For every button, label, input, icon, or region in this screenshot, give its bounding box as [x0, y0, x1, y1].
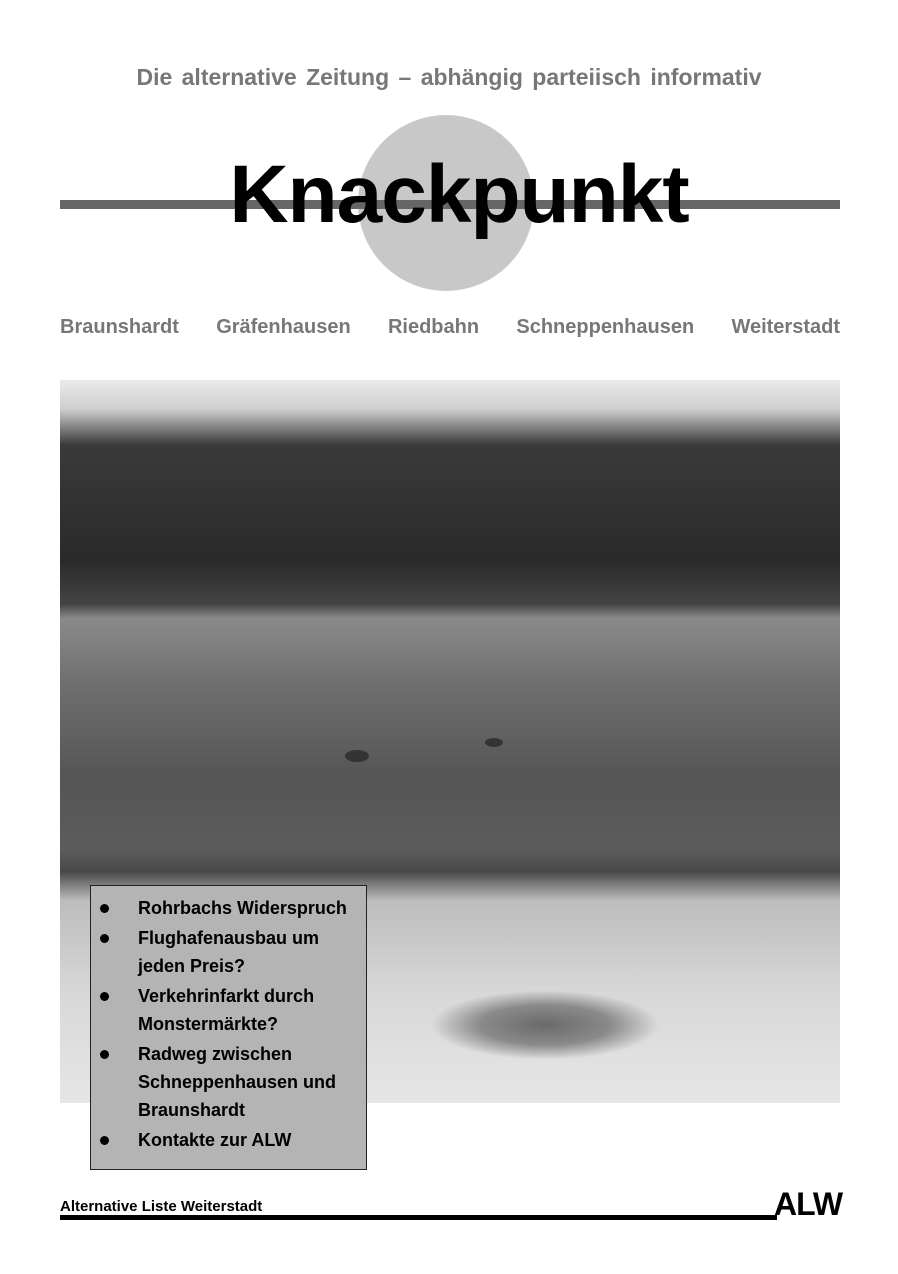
alw-logo: ALW: [774, 1186, 843, 1222]
goose-figure: [485, 738, 503, 747]
list-item: Flughafenausbau um jeden Preis?: [91, 924, 366, 980]
list-item: Radweg zwischen Schneppenhausen und Braunshardt: [91, 1040, 366, 1124]
list-item: Rohrbachs Widerspruch: [91, 894, 366, 922]
tagline: Die alternative Zeitung – abhängig parteiisch informativ: [136, 64, 762, 90]
town: Schneppenhausen: [516, 316, 695, 338]
list-item: Verkehrinfarkt durch Monstermärkte?: [91, 982, 366, 1038]
bullet-icon: [100, 904, 109, 913]
town: Riedbahn: [387, 316, 480, 338]
town: Gräfenhausen: [216, 316, 351, 338]
bird-reflection: [430, 990, 660, 1060]
contents-box: [90, 885, 367, 1170]
goose-figure: [345, 750, 369, 762]
town: Braunshardt: [60, 316, 179, 338]
newspaper-title: Knackpunkt: [229, 149, 689, 240]
publisher-name: Alternative Liste Weiterstadt: [60, 1198, 263, 1215]
bullet-icon: [100, 992, 109, 1001]
town-list: [60, 316, 840, 339]
footer-rule: [60, 1215, 777, 1220]
bullet-icon: [100, 934, 109, 943]
town: Weiterstadt: [731, 316, 840, 338]
bullet-icon: [100, 1136, 109, 1145]
list-item: Kontakte zur ALW: [91, 1126, 366, 1154]
bullet-icon: [100, 1050, 109, 1059]
